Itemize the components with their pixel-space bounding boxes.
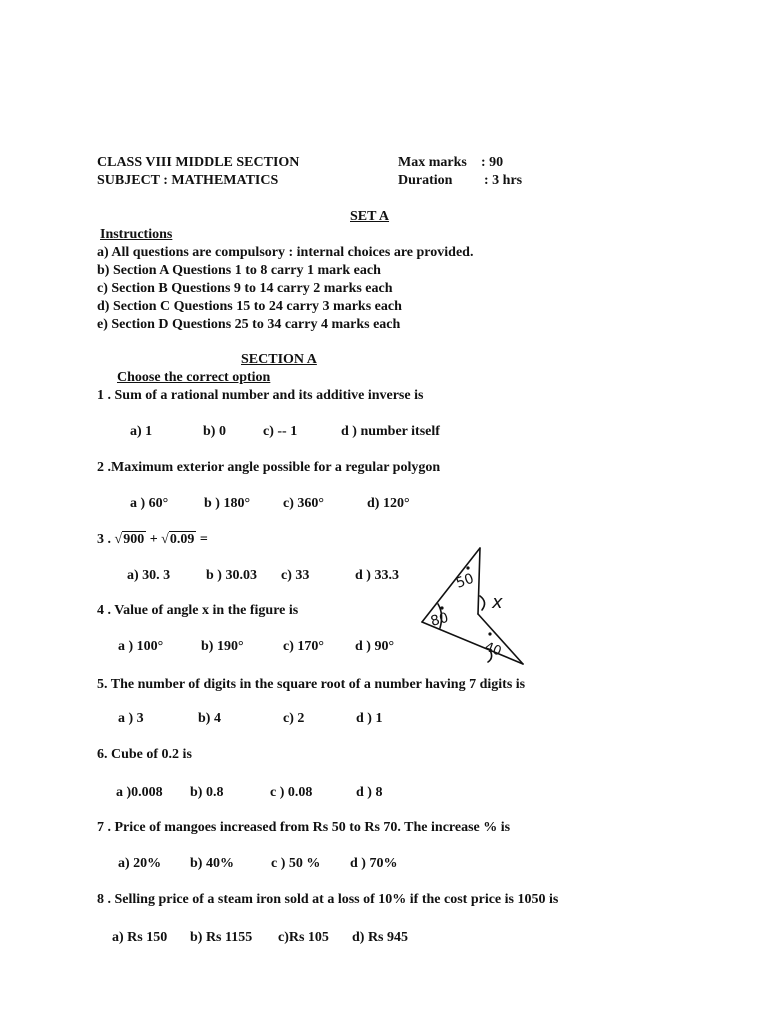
- question-6: 6. Cube of 0.2 is: [97, 747, 192, 762]
- set-label: SET A: [350, 209, 390, 224]
- angle-arc-x: [480, 596, 485, 610]
- max-marks-label: Max marks: [398, 155, 467, 170]
- subject-line: SUBJECT : MATHEMATICS: [97, 173, 279, 188]
- question-4: 4 . Value of angle x in the figure is: [97, 603, 299, 618]
- radical-sign-icon: √: [114, 532, 123, 547]
- q3-option-c: c) 33: [281, 568, 310, 583]
- q4-option-a: a ) 100°: [118, 639, 164, 654]
- q6-option-d: d ) 8: [356, 785, 383, 800]
- angle-label-left: 80: [428, 609, 451, 630]
- q3-option-a: a) 30. 3: [127, 568, 171, 583]
- q8-option-a: a) Rs 150: [112, 930, 168, 945]
- q5-option-c: c) 2: [283, 711, 305, 726]
- duration-label: Duration: [398, 173, 453, 188]
- section-title: SECTION A: [241, 352, 317, 367]
- max-marks-value: : 90: [481, 155, 504, 170]
- q2-option-c: c) 360°: [283, 496, 324, 511]
- section-subtitle: Choose the correct option: [117, 370, 271, 385]
- question-2: 2 .Maximum exterior angle possible for a regular polygon: [97, 460, 441, 475]
- instruction-item: a) All questions are compulsory : internal choices are provided.: [97, 245, 474, 260]
- radicand-009: 0.09: [169, 532, 195, 547]
- triangle-figure: [418, 544, 530, 672]
- q1-option-a: a) 1: [130, 424, 153, 439]
- radicand-900: 900: [123, 532, 145, 547]
- q4-option-d: d ) 90°: [355, 639, 395, 654]
- plus-sign: +: [149, 532, 158, 547]
- q5-option-b: b) 4: [198, 711, 221, 726]
- q1-option-b: b) 0: [203, 424, 226, 439]
- duration-value: : 3 hrs: [484, 173, 523, 188]
- question-3: [97, 532, 208, 548]
- angle-label-bottom: 40: [482, 639, 504, 660]
- q8-option-b: b) Rs 1155: [190, 930, 253, 945]
- instruction-item: d) Section C Questions 15 to 24 carry 3 marks each: [97, 299, 402, 314]
- angle-dot-left: [440, 606, 443, 609]
- q2-option-a: a ) 60°: [130, 496, 169, 511]
- q7-option-c: c ) 50 %: [271, 856, 321, 871]
- q3-option-b: b ) 30.03: [206, 568, 257, 583]
- angle-label-top: 50: [453, 570, 477, 592]
- radical-sign-icon: √: [161, 532, 169, 547]
- q5-option-a: a ) 3: [118, 711, 144, 726]
- q1-option-d: d ) number itself: [341, 424, 440, 439]
- q4-option-b: b) 190°: [201, 639, 244, 654]
- instruction-item: e) Section D Questions 25 to 34 carry 4 marks each: [97, 317, 401, 332]
- q3-option-d: d ) 33.3: [355, 568, 399, 583]
- q6-option-c: c ) 0.08: [270, 785, 313, 800]
- unknown-angle-label: x: [492, 592, 503, 613]
- q2-option-b: b ) 180°: [204, 496, 251, 511]
- q2-option-d: d) 120°: [367, 496, 410, 511]
- instruction-item: b) Section A Questions 1 to 8 carry 1 mark each: [97, 263, 381, 278]
- instruction-item: c) Section B Questions 9 to 14 carry 2 marks each: [97, 281, 393, 296]
- q1-option-c: c) -- 1: [263, 424, 298, 439]
- class-line: CLASS VIII MIDDLE SECTION: [97, 155, 300, 170]
- sqrt-900: [115, 532, 147, 548]
- equals-sign: =: [199, 532, 208, 547]
- triangle-side-inner: [478, 614, 523, 664]
- q3-prefix: 3 .: [97, 532, 111, 547]
- q8-option-c: c)Rs 105: [278, 930, 329, 945]
- q5-option-d: d ) 1: [356, 711, 383, 726]
- sqrt-009: [161, 532, 196, 548]
- q7-option-d: d ) 70%: [350, 856, 398, 871]
- q7-option-a: a) 20%: [118, 856, 162, 871]
- angle-dot-top: [466, 566, 469, 569]
- question-5: 5. The number of digits in the square root of a number having 7 digits is: [97, 677, 526, 692]
- question-8: 8 . Selling price of a steam iron sold at a loss of 10% if the cost price is 1050 is: [97, 892, 559, 907]
- q7-option-b: b) 40%: [190, 856, 234, 871]
- q6-option-a: a )0.008: [116, 785, 163, 800]
- q8-option-d: d) Rs 945: [352, 930, 409, 945]
- q6-option-b: b) 0.8: [190, 785, 224, 800]
- angle-dot-bottom: [488, 632, 491, 635]
- q4-option-c: c) 170°: [283, 639, 324, 654]
- triangle-side-vertical: [478, 548, 480, 614]
- question-7: 7 . Price of mangoes increased from Rs 50 to Rs 70. The increase % is: [97, 820, 511, 835]
- question-1: 1 . Sum of a rational number and its additive inverse is: [97, 388, 424, 403]
- instructions-heading: Instructions: [100, 227, 173, 242]
